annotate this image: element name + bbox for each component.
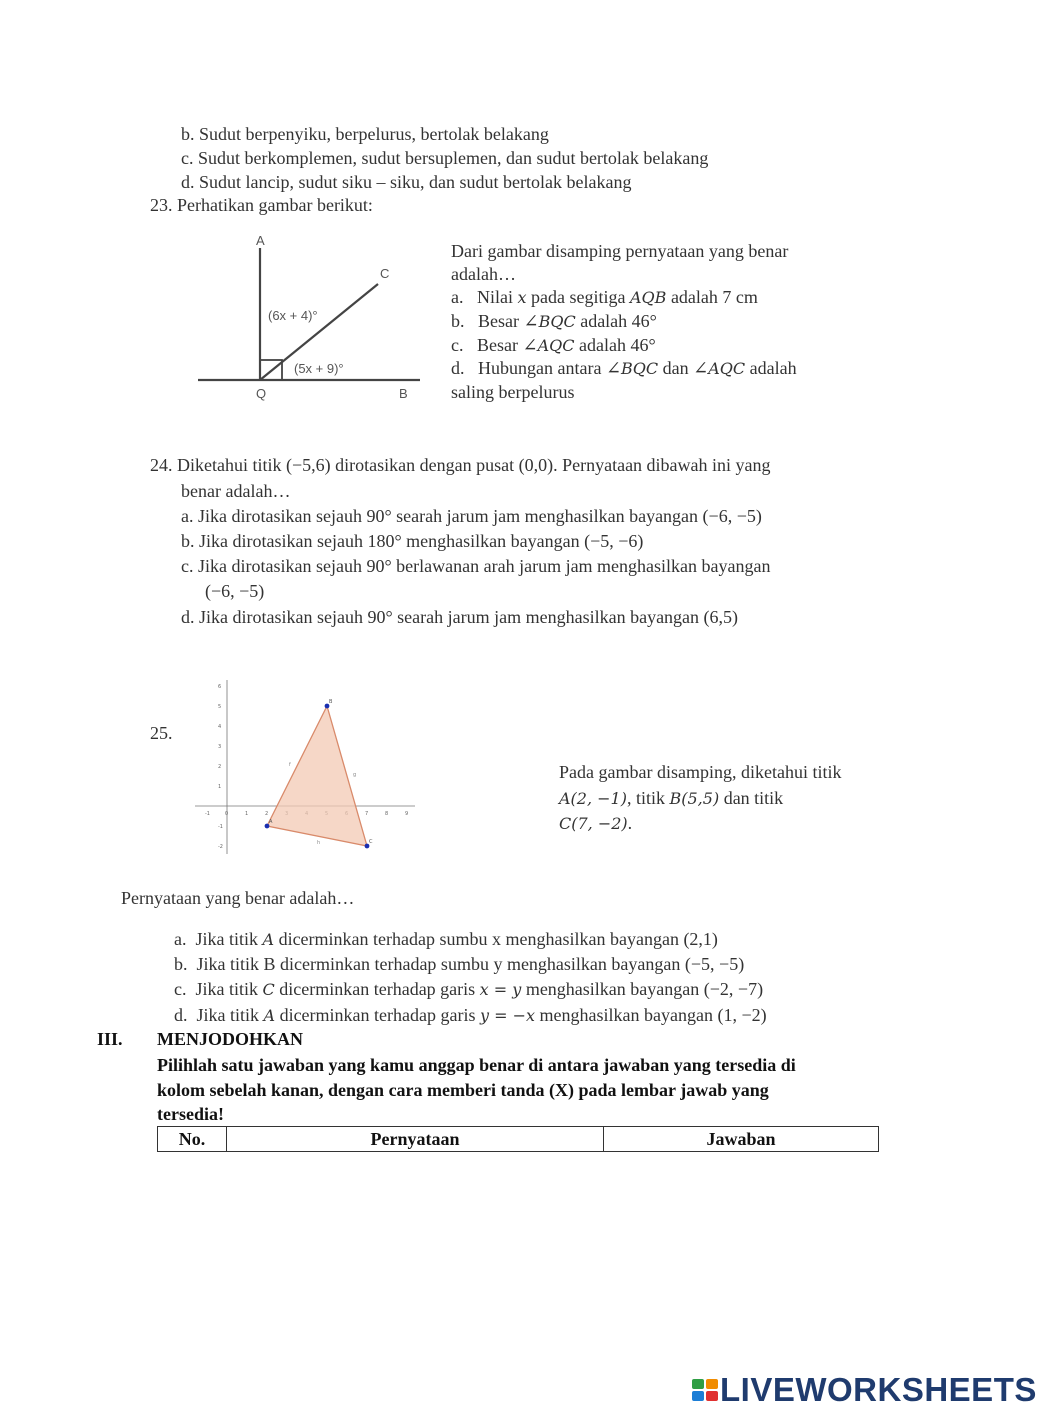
q25-desc-line3: C(7, −2). — [559, 813, 633, 833]
header-jawaban: Jawaban — [604, 1127, 879, 1152]
liveworksheets-logo-icon — [690, 1375, 720, 1405]
q24-option-b: b. Jika dirotasikan sejauh 180° menghasilkan bayangan (−5, −6) — [181, 531, 644, 551]
y-tick-label: -1 — [218, 824, 223, 830]
q23-option-d-cont: saling berpelurus — [451, 382, 575, 402]
q24-option-c-cont: (−6, −5) — [205, 581, 265, 601]
q23-option-b: b. Besar ∠BQC adalah 46° — [451, 311, 657, 331]
x-tick-label: 2 — [265, 811, 269, 817]
angle-lower-label: (5x + 9)° — [294, 361, 344, 376]
x-tick-label: 7 — [365, 811, 369, 817]
y-tick-label: 6 — [218, 684, 222, 690]
label-a: A — [256, 233, 265, 248]
q25-option-a: a. Jika titik A dicerminkan terhadap sumbu x menghasilkan bayangan (2,1) — [174, 929, 718, 949]
x-tick-label: 9 — [405, 811, 409, 817]
q23-option-c: c. Besar ∠AQC adalah 46° — [451, 335, 656, 355]
side-label: h — [317, 840, 321, 846]
y-tick-label: 4 — [218, 724, 222, 730]
triangle-abc — [267, 706, 367, 846]
x-tick-label: 1 — [245, 811, 249, 817]
q25-option-c: c. Jika titik C dicerminkan terhadap garis x = y menghasilkan bayangan (−2, −7) — [174, 979, 764, 999]
q25-option-d: d. Jika titik A dicerminkan terhadap garis y = −x menghasilkan bayangan (1, −2) — [174, 1005, 767, 1025]
q24-option-c: c. Jika dirotasikan sejauh 90° berlawanan arah jarum jam menghasilkan bayangan — [181, 556, 771, 576]
point-label-a: A — [269, 819, 273, 825]
q24-stem-line1: 24. Diketahui titik (−5,6) dirotasikan dengan pusat (0,0). Pernyataan dibawah ini yang — [150, 455, 771, 475]
point-label-b: B — [329, 699, 333, 705]
liveworksheets-logo — [690, 1372, 1037, 1408]
point-label-c: C — [369, 839, 373, 845]
q25-desc-line1: Pada gambar disamping, diketahui titik — [559, 762, 842, 782]
side-label: f — [289, 762, 291, 768]
label-c: C — [380, 266, 390, 281]
section-title: MENJODOHKAN — [157, 1029, 303, 1049]
y-tick-label: -2 — [218, 844, 223, 850]
q24-stem-line2: benar adalah… — [181, 481, 291, 501]
q25-option-b: b. Jika titik B dicerminkan terhadap sumbu y menghasilkan bayangan (−5, −5) — [174, 954, 745, 974]
q22-option-c: c. Sudut berkomplemen, sudut bersuplemen, dan sudut bertolak belakang — [181, 148, 709, 168]
q23-stem: 23. Perhatikan gambar berikut: — [150, 195, 373, 215]
x-tick-label: -1 — [205, 811, 210, 817]
y-tick-label: 2 — [218, 764, 222, 770]
section-instruction-3: tersedia! — [157, 1104, 224, 1124]
label-q: Q — [256, 386, 267, 401]
liveworksheets-logo-text: LIVEWORKSHEETS — [720, 1371, 1037, 1408]
y-tick-label: 3 — [218, 744, 222, 750]
y-tick-label: 1 — [218, 784, 222, 790]
angle-upper-label: (6x + 4)° — [268, 308, 318, 323]
x-tick-label: 8 — [385, 811, 389, 817]
label-b: B — [399, 386, 408, 401]
q25-triangle-graph — [195, 678, 420, 858]
q25-desc-line2: A(2, −1), titik B(5,5) dan titik — [559, 788, 784, 808]
q25-prompt: Pernyataan yang benar adalah… — [121, 888, 355, 908]
y-tick-label: 5 — [218, 704, 222, 710]
q24-option-a: a. Jika dirotasikan sejauh 90° searah jarum jam menghasilkan bayangan (−6, −5) — [181, 506, 762, 526]
section-numeral: III. — [97, 1029, 123, 1049]
q24-option-d: d. Jika dirotasikan sejauh 90° searah jarum jam menghasilkan bayangan (6,5) — [181, 607, 739, 627]
q25-number: 25. — [150, 723, 173, 743]
q23-angle-figure — [190, 226, 430, 406]
q23-intro-2: adalah… — [451, 264, 516, 284]
x-tick-label: 0 — [225, 811, 229, 817]
header-no: No. — [158, 1127, 227, 1152]
header-pernyataan: Pernyataan — [227, 1127, 604, 1152]
q23-option-d: d. Hubungan antara ∠BQC dan ∠AQC adalah — [451, 358, 797, 378]
section-instruction-2: kolom sebelah kanan, dengan cara memberi tanda (X) pada lembar jawab yang — [157, 1080, 769, 1100]
side-label: g — [353, 772, 357, 778]
section-instruction-1: Pilihlah satu jawaban yang kamu anggap benar di antara jawaban yang tersedia di — [157, 1055, 796, 1075]
table-header-row — [158, 1127, 879, 1152]
q23-intro-1: Dari gambar disamping pernyataan yang benar — [451, 241, 789, 261]
matching-table — [157, 1126, 879, 1152]
q23-option-a: a. Nilai x pada segitiga AQB adalah 7 cm — [451, 287, 758, 307]
q22-option-b: b. Sudut berpenyiku, berpelurus, bertolak belakang — [181, 124, 549, 144]
q22-option-d: d. Sudut lancip, sudut siku – siku, dan sudut bertolak belakang — [181, 172, 632, 192]
